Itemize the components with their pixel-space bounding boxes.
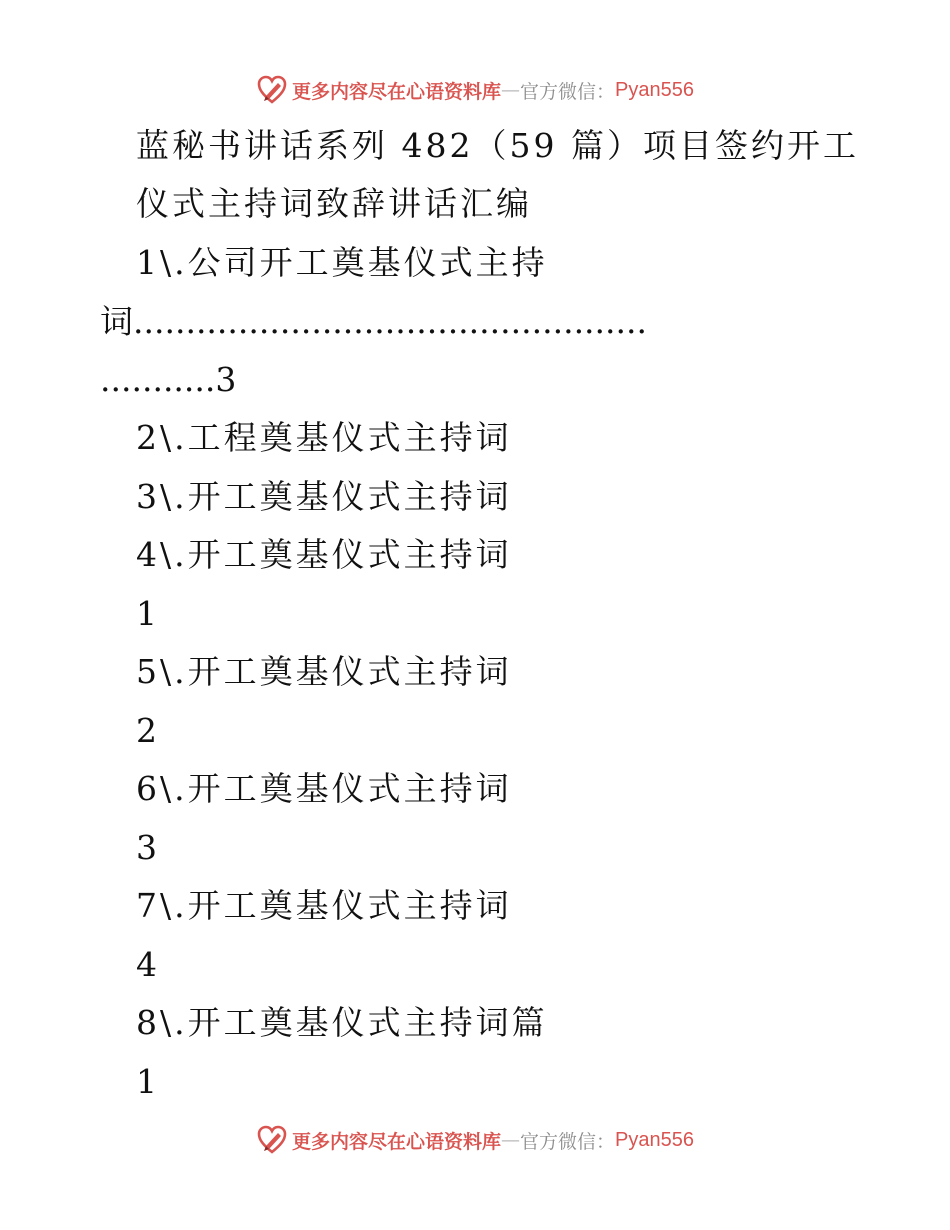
toc-entry-1-page: ...........3 (100, 360, 237, 399)
toc-entry-7-suffix: 4 (136, 945, 160, 984)
watermark-wechat-label: 官方微信： (520, 1130, 616, 1153)
toc-entry-7: 7\.开工奠基仪式主持词 (136, 886, 512, 925)
watermark-wechat-id: Pyan556 (615, 1128, 694, 1151)
toc-entry-6-suffix: 3 (136, 828, 160, 867)
toc-entry-4-suffix: 1 (136, 594, 160, 633)
watermark-text: 更多内容尽在心语资料库 (292, 80, 502, 103)
toc-entry-1-leader: 词................................................. (100, 302, 647, 341)
document-title-line-1: 蓝秘书讲话系列 482（59 篇）项目签约开工 (136, 126, 859, 165)
watermark-separator: — (501, 79, 521, 101)
header-watermark (0, 70, 950, 110)
toc-entry-6: 6\.开工奠基仪式主持词 (136, 769, 512, 808)
footer-watermark (0, 1120, 950, 1160)
toc-entry-8-suffix: 1 (136, 1062, 160, 1101)
toc-entry-1: 1\.公司开工奠基仪式主持 (136, 243, 548, 282)
toc-entry-2: 2\.工程奠基仪式主持词 (136, 418, 512, 457)
watermark-wechat-id: Pyan556 (615, 78, 694, 101)
toc-entry-4: 4\.开工奠基仪式主持词 (136, 535, 512, 574)
watermark-separator: — (501, 1129, 521, 1151)
toc-entry-5-suffix: 2 (136, 711, 160, 750)
toc-entry-3: 3\.开工奠基仪式主持词 (136, 477, 512, 516)
toc-entry-5: 5\.开工奠基仪式主持词 (136, 652, 512, 691)
document-title-line-2: 仪式主持词致辞讲话汇编 (136, 184, 532, 223)
toc-entry-8: 8\.开工奠基仪式主持词篇 (136, 1003, 548, 1042)
heart-pen-logo-icon (256, 1124, 288, 1156)
watermark-text: 更多内容尽在心语资料库 (292, 1130, 502, 1153)
watermark-wechat-label: 官方微信： (520, 80, 616, 103)
heart-pen-logo-icon (256, 74, 288, 106)
